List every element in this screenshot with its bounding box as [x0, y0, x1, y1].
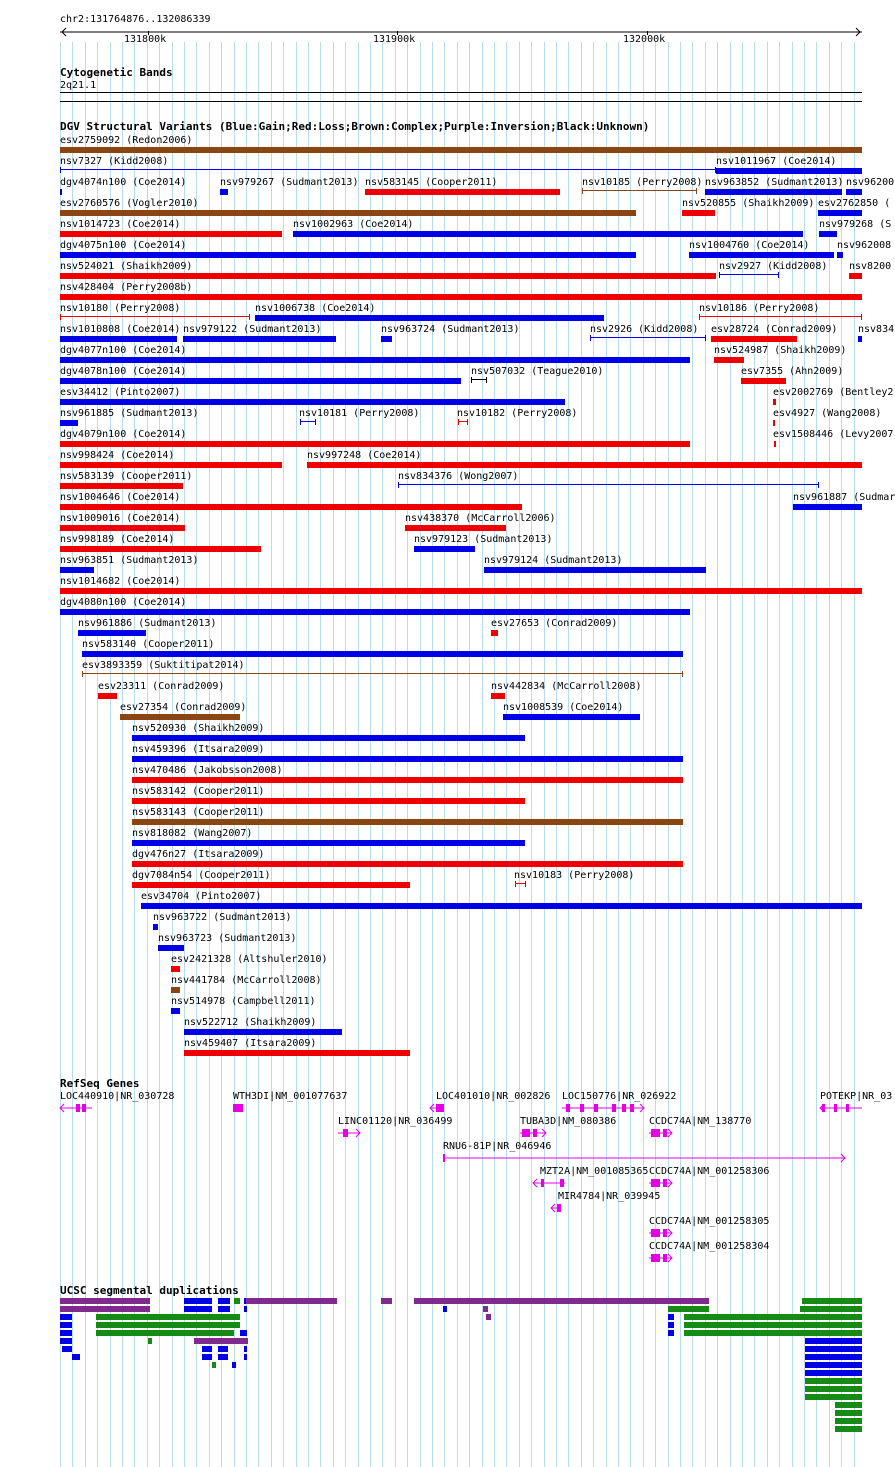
sv-label[interactable]: nsv1004760 (Coe2014) [689, 240, 810, 251]
gene-exon [82, 1104, 86, 1112]
segdup-feature[interactable] [218, 1354, 228, 1360]
gene-exon [76, 1104, 80, 1112]
sv-label[interactable]: nsv520855 (Shaikh2009) [682, 198, 815, 209]
segdup-feature[interactable] [60, 1314, 72, 1320]
segdup-feature[interactable] [184, 1306, 212, 1312]
sv-label[interactable]: nsv10183 (Perry2008) [514, 870, 635, 881]
gene-model[interactable] [338, 1129, 360, 1137]
segdup-track-title[interactable]: UCSC segmental duplications [60, 1284, 239, 1297]
segdup-feature[interactable] [194, 1338, 248, 1344]
sv-label[interactable]: nsv10181 (Perry2008) [299, 408, 420, 419]
gene-exon [443, 1154, 445, 1162]
sv-label[interactable]: esv2762850 ( [818, 198, 891, 209]
segdup-feature[interactable] [805, 1386, 862, 1392]
segdup-feature[interactable] [414, 1298, 709, 1304]
segdup-feature[interactable] [72, 1354, 80, 1360]
segdup-feature[interactable] [96, 1314, 240, 1320]
segdup-feature[interactable] [805, 1338, 862, 1344]
sv-label[interactable]: nsv998424 (Coe2014) [60, 450, 175, 461]
segdup-feature[interactable] [244, 1346, 247, 1352]
gene-label[interactable]: CCDC74A|NM_138770 [649, 1116, 752, 1127]
sv-label[interactable]: nsv963723 (Sudmant2013) [158, 933, 297, 944]
sv-label[interactable]: nsv963852 (Sudmant2013) [705, 177, 844, 188]
sv-label[interactable]: nsv459407 (Itsara2009) [184, 1038, 317, 1049]
sv-label[interactable]: nsv979123 (Sudmant2013) [414, 534, 553, 545]
sv-label[interactable]: nsv10180 (Perry2008) [60, 303, 181, 314]
sv-label[interactable]: nsv1011967 (Coe2014) [716, 156, 837, 167]
sv-label[interactable]: nsv998189 (Coe2014) [60, 534, 175, 545]
sv-label[interactable]: nsv470486 (Jakobsson2008) [132, 765, 283, 776]
sv-label[interactable]: nsv524987 (Shaikh2009) [714, 345, 847, 356]
sv-label[interactable]: nsv7327 (Kidd2008) [60, 156, 169, 167]
segdup-feature[interactable] [684, 1330, 862, 1336]
sv-label[interactable]: nsv1006738 (Coe2014) [255, 303, 376, 314]
segdup-feature[interactable] [148, 1338, 152, 1344]
sv-label[interactable]: nsv1004646 (Coe2014) [60, 492, 181, 503]
segdup-feature[interactable] [800, 1306, 862, 1312]
sv-label[interactable]: dgv4079n100 (Coe2014) [60, 429, 187, 440]
gene-label[interactable]: TUBA3D|NM_080386 [520, 1116, 617, 1127]
segdup-feature[interactable] [184, 1298, 212, 1304]
segdup-feature[interactable] [96, 1330, 234, 1336]
segdup-feature[interactable] [483, 1306, 488, 1312]
gene-exon [651, 1179, 660, 1187]
position-label: chr2:131764876..132086339 [60, 14, 211, 25]
segdup-feature[interactable] [668, 1322, 674, 1328]
segdup-feature[interactable] [202, 1346, 212, 1352]
segdup-feature[interactable] [805, 1362, 862, 1368]
sv-label[interactable]: nsv2926 (Kidd2008) [590, 324, 699, 335]
gene-label[interactable]: CCDC74A|NM_001258306 [649, 1166, 770, 1177]
gene-label[interactable]: MIR4784|NR_039945 [558, 1191, 661, 1202]
sv-label[interactable]: esv2002769 (Bentley2 [773, 387, 894, 398]
sv-label[interactable]: nsv2927 (Kidd2008) [719, 261, 828, 272]
gene-label[interactable]: CCDC74A|NM_001258305 [649, 1216, 770, 1227]
sv-label[interactable]: nsv514978 (Campbell2011) [171, 996, 316, 1007]
gene-exon [566, 1104, 570, 1112]
gene-model[interactable] [820, 1104, 862, 1112]
sv-label[interactable]: nsv522712 (Shaikh2009) [184, 1017, 317, 1028]
sv-label[interactable]: nsv834 [858, 324, 895, 335]
segdup-feature[interactable] [202, 1354, 212, 1360]
sv-label[interactable]: nsv1009016 (Coe2014) [60, 513, 181, 524]
gene-model[interactable] [233, 1104, 243, 1112]
gene-exon [343, 1129, 348, 1137]
ruler-tick-label: 131800k [124, 34, 167, 45]
sv-label[interactable]: nsv979124 (Sudmant2013) [484, 555, 623, 566]
sv-label[interactable]: esv34704 (Pinto2007) [141, 891, 262, 902]
sv-label[interactable]: dgv4077n100 (Coe2014) [60, 345, 187, 356]
sv-label[interactable]: nsv583142 (Cooper2011) [132, 786, 265, 797]
gene-exon [630, 1104, 634, 1112]
sv-label[interactable]: nsv442834 (McCarroll2008) [491, 681, 642, 692]
segdup-feature[interactable] [835, 1410, 862, 1416]
sv-label[interactable]: nsv524021 (Shaikh2009) [60, 261, 193, 272]
gene-model[interactable] [443, 1154, 845, 1162]
sv-label[interactable]: nsv10186 (Perry2008) [699, 303, 820, 314]
sv-label[interactable]: dgv4074n100 (Coe2014) [60, 177, 187, 188]
sv-label[interactable]: esv28724 (Conrad2009) [711, 324, 838, 335]
segdup-feature[interactable] [246, 1298, 337, 1304]
gene-exon [541, 1179, 544, 1187]
segdup-feature[interactable] [835, 1426, 862, 1432]
sv-label[interactable]: esv27354 (Conrad2009) [120, 702, 247, 713]
segdup-feature[interactable] [232, 1362, 236, 1368]
segdup-feature[interactable] [212, 1362, 216, 1368]
gene-exon [663, 1179, 667, 1187]
gene-exon [557, 1204, 561, 1212]
sv-label[interactable]: nsv583139 (Cooper2011) [60, 471, 193, 482]
sv-label[interactable]: nsv997248 (Coe2014) [307, 450, 422, 461]
gene-label[interactable]: LOC440910|NR_030728 [60, 1091, 175, 1102]
segdup-feature[interactable] [60, 1338, 72, 1344]
gene-exon [522, 1129, 530, 1137]
gene-exon [560, 1179, 564, 1187]
dgv-track-title[interactable]: DGV Structural Variants (Blue:Gain;Red:Loss;Brown:Complex;Purple:Inversion;Black:Unknown) [60, 120, 650, 133]
refseq-track-title[interactable]: RefSeq Genes [60, 1077, 140, 1090]
segdup-feature[interactable] [60, 1330, 72, 1336]
sv-label[interactable]: nsv438370 (McCarroll2006) [405, 513, 556, 524]
sv-label[interactable]: nsv520930 (Shaikh2009) [132, 723, 265, 734]
segdup-feature[interactable] [234, 1298, 240, 1304]
sv-label[interactable]: esv1508446 (Levy2007 [773, 429, 894, 440]
gene-model[interactable] [562, 1104, 644, 1112]
segdup-feature[interactable] [805, 1394, 862, 1400]
sv-label[interactable]: dgv4075n100 (Coe2014) [60, 240, 187, 251]
segdup-feature[interactable] [486, 1314, 491, 1320]
sv-label[interactable]: esv2759092 (Redon2006) [60, 135, 193, 146]
sv-label[interactable]: nsv459396 (Itsara2009) [132, 744, 265, 755]
segdup-feature[interactable] [244, 1354, 247, 1360]
gene-label[interactable]: POTEKP|NR_03 [820, 1091, 893, 1102]
segdup-feature[interactable] [802, 1298, 862, 1304]
sv-label[interactable]: nsv10185 (Perry2008) [582, 177, 703, 188]
segdup-feature[interactable] [218, 1306, 230, 1312]
gene-exon [663, 1129, 667, 1137]
gene-exon [834, 1104, 837, 1112]
gene-exon [663, 1254, 667, 1262]
sv-label[interactable]: nsv963851 (Sudmant2013) [60, 555, 199, 566]
segdup-feature[interactable] [60, 1322, 72, 1328]
segdup-feature[interactable] [835, 1402, 862, 1408]
gene-model[interactable] [649, 1179, 672, 1187]
sv-label[interactable]: nsv583145 (Cooper2011) [365, 177, 498, 188]
gene-exon [533, 1129, 537, 1137]
sv-label[interactable]: esv2760576 (Vogler2010) [60, 198, 199, 209]
gene-model[interactable] [649, 1254, 672, 1262]
gene-label[interactable]: LOC401010|NR_002826 [436, 1091, 551, 1102]
cytoband-track-title[interactable]: Cytogenetic Bands [60, 66, 173, 79]
sv-label[interactable]: nsv8200 [849, 261, 892, 272]
segdup-feature[interactable] [668, 1330, 674, 1336]
gene-label[interactable]: RNU6-81P|NR_046946 [443, 1141, 552, 1152]
gene-exon [233, 1104, 243, 1112]
sv-label[interactable]: nsv962008 [837, 240, 892, 251]
sv-label[interactable]: nsv10182 (Perry2008) [457, 408, 578, 419]
sv-label[interactable]: esv34412 (Pinto2007) [60, 387, 181, 398]
segdup-feature[interactable] [668, 1306, 709, 1312]
sv-label[interactable]: nsv963722 (Sudmant2013) [153, 912, 292, 923]
sv-label[interactable]: nsv1014682 (Coe2014) [60, 576, 181, 587]
gene-exon [663, 1229, 667, 1237]
sv-label[interactable]: nsv979122 (Sudmant2013) [183, 324, 322, 335]
gene-exon [594, 1104, 598, 1112]
gene-exon [436, 1104, 444, 1112]
segdup-feature[interactable] [218, 1346, 228, 1352]
sv-label[interactable]: dgv476n27 (Itsara2009) [132, 849, 265, 860]
sv-label[interactable]: esv7355 (Ahn2009) [741, 366, 844, 377]
gene-exon [651, 1254, 660, 1262]
sv-label[interactable]: esv2421328 (Altshuler2010) [171, 954, 328, 965]
gene-model[interactable] [649, 1229, 672, 1237]
segdup-feature[interactable] [668, 1314, 674, 1320]
segdup-feature[interactable] [381, 1298, 392, 1304]
segdup-feature[interactable] [60, 1306, 150, 1312]
gene-label[interactable]: CCDC74A|NM_001258304 [649, 1241, 770, 1252]
sv-label[interactable]: nsv963724 (Sudmant2013) [381, 324, 520, 335]
gene-exon [622, 1104, 626, 1112]
segdup-feature[interactable] [443, 1306, 447, 1312]
segdup-feature[interactable] [60, 1298, 150, 1304]
sv-label[interactable]: esv27653 (Conrad2009) [491, 618, 618, 629]
sv-label[interactable]: nsv961885 (Sudmant2013) [60, 408, 199, 419]
gene-model[interactable] [649, 1129, 672, 1137]
sv-label[interactable]: nsv1002963 (Coe2014) [293, 219, 414, 230]
sv-label[interactable]: dgv4078n100 (Coe2014) [60, 366, 187, 377]
sv-label[interactable]: dgv7084n54 (Cooper2011) [132, 870, 271, 881]
sv-label[interactable]: nsv1008539 (Coe2014) [503, 702, 624, 713]
sv-label[interactable]: nsv834376 (Wong2007) [398, 471, 519, 482]
segdup-feature[interactable] [805, 1354, 862, 1360]
sv-label[interactable]: nsv961886 (Sudmant2013) [78, 618, 217, 629]
gene-model[interactable] [60, 1104, 92, 1112]
segdup-feature[interactable] [218, 1298, 230, 1304]
segdup-feature[interactable] [805, 1346, 862, 1352]
segdup-feature[interactable] [805, 1370, 862, 1376]
gene-label[interactable]: LINC01120|NR_036499 [338, 1116, 453, 1127]
sv-label[interactable]: nsv1014723 (Coe2014) [60, 219, 181, 230]
sv-label[interactable]: nsv96200 [846, 177, 895, 188]
gene-exon [651, 1229, 660, 1237]
sv-label[interactable]: nsv583140 (Cooper2011) [82, 639, 215, 650]
ruler-tick-label: 132000k [623, 34, 666, 45]
sv-label[interactable]: nsv961887 (Sudmar [793, 492, 895, 503]
gene-model[interactable] [520, 1129, 546, 1137]
segdup-feature[interactable] [62, 1346, 72, 1352]
gene-model[interactable] [551, 1204, 561, 1212]
sv-label[interactable]: nsv979267 (Sudmant2013) [220, 177, 359, 188]
sv-label[interactable]: nsv507032 (Teague2010) [471, 366, 604, 377]
sv-label[interactable]: esv4927 (Wang2008) [773, 408, 882, 419]
segdup-feature[interactable] [805, 1378, 862, 1384]
sv-label[interactable]: nsv583143 (Cooper2011) [132, 807, 265, 818]
sv-label[interactable]: esv23311 (Conrad2009) [98, 681, 225, 692]
segdup-feature[interactable] [684, 1322, 862, 1328]
ruler-tick-label: 131900k [373, 34, 416, 45]
sv-label[interactable]: nsv979268 (S [819, 219, 892, 230]
segdup-feature[interactable] [684, 1314, 862, 1320]
gene-exon [651, 1129, 660, 1137]
segdup-feature[interactable] [835, 1418, 862, 1424]
gene-label[interactable]: WTH3DI|NM_001077637 [233, 1091, 348, 1102]
sv-label[interactable]: nsv428404 (Perry2008b) [60, 282, 193, 293]
sv-label[interactable]: nsv1010808 (Coe2014) [60, 324, 181, 335]
segdup-feature[interactable] [96, 1322, 240, 1328]
gene-label[interactable]: MZT2A|NM_001085365 [540, 1166, 649, 1177]
gene-label[interactable]: LOC150776|NR_026922 [562, 1091, 677, 1102]
segdup-feature[interactable] [244, 1306, 247, 1312]
sv-label[interactable]: dgv4080n100 (Coe2014) [60, 597, 187, 608]
segdup-feature[interactable] [240, 1330, 247, 1336]
sv-label[interactable]: nsv818082 (Wang2007) [132, 828, 253, 839]
cytoband-label: 2q21.1 [60, 80, 97, 91]
gene-exon [612, 1104, 616, 1112]
sv-label[interactable]: esv3893359 (Suktitipat2014) [82, 660, 245, 671]
gene-model[interactable] [533, 1179, 565, 1187]
sv-label[interactable]: nsv441784 (McCarroll2008) [171, 975, 322, 986]
gene-model[interactable] [430, 1104, 444, 1112]
gene-exon [846, 1104, 849, 1112]
gene-exon [580, 1104, 584, 1112]
